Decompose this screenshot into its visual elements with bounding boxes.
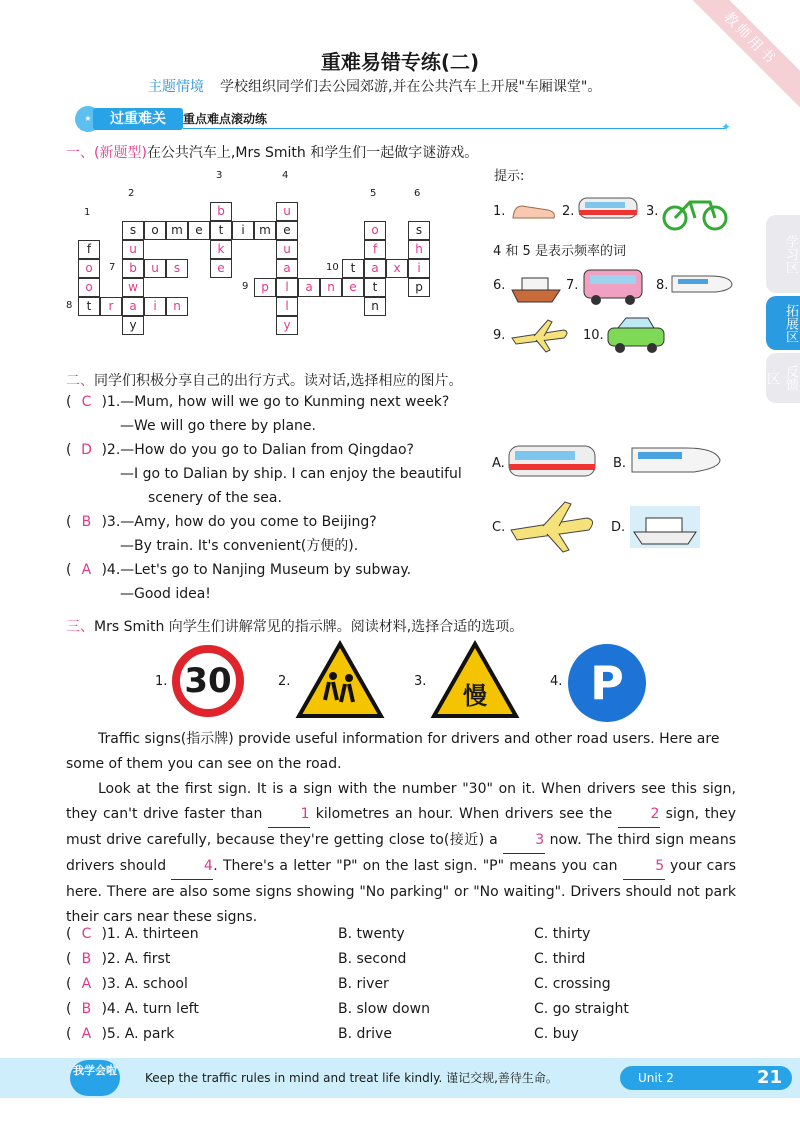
crossword-cell[interactable]: a xyxy=(276,259,298,278)
train-icon xyxy=(577,192,641,226)
bike-icon xyxy=(660,192,730,232)
q3-number: 三、 xyxy=(66,619,94,635)
subway-icon xyxy=(507,440,599,484)
pic-label-d: D. xyxy=(611,520,626,535)
option-b[interactable]: drive xyxy=(356,1026,392,1042)
crossword-clue-number: 10 xyxy=(326,262,339,273)
q2-line-1: —Let's go to Nanjing Museum by subway. xyxy=(120,562,412,578)
blank-2[interactable]: 2 xyxy=(618,802,660,828)
option-b-label: B. xyxy=(338,1001,353,1017)
crossword-cell[interactable]: i xyxy=(232,221,254,240)
crossword-cell[interactable]: o xyxy=(364,221,386,240)
q2-item-number: )2. xyxy=(101,442,121,458)
option-c[interactable]: thirty xyxy=(552,926,591,942)
q2-answer[interactable]: C xyxy=(81,394,92,410)
hint-num-6: 6. xyxy=(493,278,506,293)
crossword-cell[interactable]: m xyxy=(254,221,276,240)
crossword-cell[interactable]: w xyxy=(122,278,144,297)
q2-line-2: —We will go there by plane. xyxy=(120,418,316,434)
hint-num-1: 1. xyxy=(493,204,506,219)
footer-unit xyxy=(620,1066,792,1090)
bus-icon xyxy=(580,266,646,306)
sign-num-2: 2. xyxy=(278,674,291,689)
children-crossing-sign xyxy=(295,640,385,720)
option-c[interactable]: buy xyxy=(552,1026,579,1042)
q3-options xyxy=(66,926,746,1051)
taxi-icon xyxy=(604,312,668,356)
crossword-cell[interactable]: e xyxy=(210,259,232,278)
crossword-cell[interactable]: o xyxy=(78,259,100,278)
q3-option-number: )4. A. xyxy=(101,1001,139,1017)
hint-num-7: 7. xyxy=(566,278,579,293)
hint-num-3: 3. xyxy=(646,204,659,219)
crossword-cell[interactable]: x xyxy=(386,259,408,278)
side-tab-study[interactable]: 学习区 xyxy=(766,215,800,293)
passage-text-d: now. The third sign means drivers should xyxy=(66,832,737,874)
crossword-cell[interactable]: e xyxy=(188,221,210,240)
passage-text-e: . There's a letter "P" on the last sign. "P" means you can xyxy=(213,858,618,874)
airplane-icon xyxy=(507,498,601,556)
option-b[interactable]: twenty xyxy=(356,926,405,942)
q2-text: 同学们积极分享自己的出行方式。读对话,选择相应的图片。 xyxy=(94,373,463,389)
q3-option-row: ( C )1. A. thirteen B. twenty C. thirty xyxy=(66,926,591,942)
option-b[interactable]: river xyxy=(356,976,389,992)
crossword-cell[interactable]: f xyxy=(364,240,386,259)
q2-dialogues xyxy=(66,390,486,606)
q2-number: 二、 xyxy=(66,373,94,389)
q3-answer[interactable]: B xyxy=(81,951,92,967)
crossword-cell[interactable]: n xyxy=(320,278,342,297)
passage-paragraph-1: Traffic signs(指示牌) provide useful information for drivers and other road users. Here are some of them you can see on the road. xyxy=(66,731,720,772)
q3-option-row: ( B )4. A. turn left B. slow down C. go straight xyxy=(66,1001,629,1017)
option-b[interactable]: second xyxy=(356,951,407,967)
foot-icon xyxy=(508,196,558,226)
page-title: 重难易错专练(二) xyxy=(320,50,480,74)
option-b-label: B. xyxy=(338,951,353,967)
crossword-cell[interactable]: s xyxy=(122,221,144,240)
blank-4[interactable]: 4 xyxy=(171,854,213,880)
q2-item: ( C )1.—Mum, how will we go to Kunming next week? —We will go there by plane. xyxy=(66,390,486,438)
crossword-cell[interactable]: e xyxy=(276,221,298,240)
crossword-cell[interactable]: b xyxy=(122,259,144,278)
q1-heading xyxy=(66,142,478,162)
theme-text: 学校组织同学们去公园郊游,并在公共汽车上开展"车厢课堂"。 xyxy=(220,79,602,95)
hint-num-8: 8. xyxy=(656,278,669,293)
option-b-label: B. xyxy=(338,976,353,992)
q2-answer[interactable]: A xyxy=(81,562,92,578)
q2-line-2: —Good idea! xyxy=(120,586,211,602)
hint-num-2: 2. xyxy=(562,204,575,219)
crossword-cell[interactable]: a xyxy=(122,297,144,316)
q3-option-row: ( A )3. A. school B. river C. crossing xyxy=(66,976,611,992)
option-c[interactable]: crossing xyxy=(552,976,611,992)
crossword-cell[interactable]: l xyxy=(276,278,298,297)
passage-text-a: Look at the first sign. It is a sign with the number "30" on it. When drivers see this sign, they can't drive faster than xyxy=(66,781,736,822)
crossword-cell[interactable]: a xyxy=(364,259,386,278)
footer-tag: 我学会啦 xyxy=(70,1060,120,1096)
theme-label: 主题情境 xyxy=(148,79,204,95)
blank-1[interactable]: 1 xyxy=(268,802,310,828)
page-number: 21 xyxy=(756,1067,782,1088)
theme-line xyxy=(148,76,601,96)
plane-icon xyxy=(508,316,572,356)
crossword-cell[interactable]: t xyxy=(78,297,100,316)
crossword-cell[interactable]: o xyxy=(144,221,166,240)
star-icon: ✦ xyxy=(720,120,731,134)
option-a[interactable]: thirteen xyxy=(142,926,199,942)
passage-paragraph-2 xyxy=(66,777,736,930)
crossword-cell[interactable]: p xyxy=(408,278,430,297)
crossword-clue-number: 9 xyxy=(242,281,249,292)
q2-answer[interactable]: B xyxy=(81,514,92,530)
side-tab-feedback[interactable]: 反馈区 xyxy=(766,353,800,403)
hint-num-9: 9. xyxy=(493,328,506,343)
blank-5[interactable]: 5 xyxy=(623,854,665,880)
q1-tag: (新题型) xyxy=(94,145,147,161)
q2-heading xyxy=(66,370,462,390)
option-c-label: C. xyxy=(534,926,549,942)
q2-answer[interactable]: D xyxy=(81,442,92,458)
q3-option-number: )5. A. xyxy=(101,1026,139,1042)
q2-item: ( D )2.—How do you go to Dalian from Qingdao? —I go to Dalian by ship. I can enjoy the beautiful scenery of the sea. xyxy=(66,438,486,510)
q3-option-number: )1. A. xyxy=(101,926,139,942)
q2-line-2: —By train. It's convenient(方便的). xyxy=(120,538,359,554)
crossword-cell[interactable]: h xyxy=(408,240,430,259)
parking-sign: P xyxy=(568,644,646,722)
q3-heading xyxy=(66,616,523,636)
hint-note: 4 和 5 是表示频率的词 xyxy=(493,244,626,259)
speed-limit-sign: 30 xyxy=(172,645,244,717)
crossword-clue-number: 1 xyxy=(84,207,91,218)
section-badge: 过重难关 xyxy=(93,108,183,130)
crossword-cell[interactable]: i xyxy=(144,297,166,316)
option-b-label: B. xyxy=(338,926,353,942)
q3-answer[interactable]: A xyxy=(81,976,92,992)
section-bar xyxy=(75,108,731,134)
passage-text-b: kilometres an hour. When drivers see the xyxy=(315,806,613,822)
crossword-cell[interactable]: u xyxy=(276,202,298,221)
crossword-cell[interactable]: l xyxy=(276,297,298,316)
q2-item-number: )3. xyxy=(101,514,121,530)
blank-3[interactable]: 3 xyxy=(503,828,545,854)
section-subtitle: 重点难点滚动练 xyxy=(183,112,268,126)
option-a[interactable]: first xyxy=(142,951,171,967)
crossword-cell[interactable]: u xyxy=(144,259,166,278)
option-c-label: C. xyxy=(534,976,549,992)
option-c-label: C. xyxy=(534,1026,549,1042)
ship-icon xyxy=(630,506,700,548)
q2-item-number: )4. xyxy=(101,562,121,578)
q3-option-number: )3. A. xyxy=(101,976,139,992)
option-b[interactable]: slow down xyxy=(356,1001,430,1017)
crossword-cell[interactable]: p xyxy=(254,278,276,297)
slow-sign-text: 慢 xyxy=(463,682,487,710)
crossword-clue-number: 8 xyxy=(66,300,73,311)
crossword-cell[interactable]: n xyxy=(364,297,386,316)
crossword-clue-number: 6 xyxy=(414,188,421,199)
option-b-label: B. xyxy=(338,1026,353,1042)
crossword-clue-number: 7 xyxy=(109,262,116,273)
crossword-cell[interactable]: t xyxy=(364,278,386,297)
crossword-cell[interactable]: e xyxy=(342,278,364,297)
pic-label-a: A. xyxy=(492,456,505,471)
crossword-cell[interactable]: t xyxy=(342,259,364,278)
q3-answer[interactable]: B xyxy=(81,1001,92,1017)
crossword-cell[interactable]: s xyxy=(166,259,188,278)
hint-label: 提示: xyxy=(494,169,525,184)
boat-icon xyxy=(508,266,564,306)
option-a[interactable]: school xyxy=(142,976,188,992)
hint-num-10: 10. xyxy=(583,328,604,343)
crossword-cell[interactable]: o xyxy=(78,278,100,297)
q3-option-row: ( A )5. A. park B. drive C. buy xyxy=(66,1026,579,1042)
q2-item: ( B )3.—Amy, how do you come to Beijing? —By train. It's convenient(方便的). xyxy=(66,510,486,558)
crossword-cell[interactable]: m xyxy=(166,221,188,240)
crossword-cell[interactable]: s xyxy=(408,221,430,240)
q3-answer[interactable]: C xyxy=(81,926,92,942)
q1-number: 一、 xyxy=(66,145,94,161)
option-c[interactable]: go straight xyxy=(552,1001,629,1017)
crossword-cell[interactable]: n xyxy=(166,297,188,316)
q3-option-row: ( B )2. A. first B. second C. third xyxy=(66,951,586,967)
q2-line-1: —Amy, how do you come to Beijing? xyxy=(120,514,377,530)
passage-text-f: your cars here. There are also some signs showing "No parking" or "No waiting". Drivers should not park their cars near these signs. xyxy=(66,858,737,925)
crossword-cell[interactable]: u xyxy=(122,240,144,259)
crossword-cell[interactable]: b xyxy=(210,202,232,221)
corner-tag-label: 教师用书 xyxy=(680,0,800,112)
section-logo-icon: ★ xyxy=(75,106,101,132)
footer-text: Keep the traffic rules in mind and treat life kindly. 谨记交规,善待生命。 xyxy=(145,1071,558,1085)
passage-text-c: sign, they must drive carefully, because they're getting close to(接近) a xyxy=(66,806,736,848)
unit-label: Unit 2 xyxy=(638,1071,674,1085)
q2-item-number: )1. xyxy=(101,394,121,410)
q3-option-number: )2. A. xyxy=(101,951,139,967)
footer-bar xyxy=(0,1058,800,1098)
pic-label-c: C. xyxy=(492,520,506,535)
crossword-clue-number: 2 xyxy=(128,188,135,199)
q3-text: Mrs Smith 向学生们讲解常见的指示牌。阅读材料,选择合适的选项。 xyxy=(94,619,524,635)
q2-line-2: —I go to Dalian by ship. I can enjoy the beautiful xyxy=(120,466,462,482)
crossword-cell[interactable]: i xyxy=(408,259,430,278)
side-tab-extend[interactable]: 拓展区 xyxy=(766,296,800,350)
crossword-cell[interactable]: t xyxy=(210,221,232,240)
q2-line-1: —How do you go to Dalian from Qingdao? xyxy=(120,442,414,458)
option-c-label: C. xyxy=(534,1001,549,1017)
option-a[interactable]: turn left xyxy=(142,1001,199,1017)
crossword-clue-number: 4 xyxy=(282,170,289,181)
fast-train-icon xyxy=(670,266,736,302)
sign-num-4: 4. xyxy=(550,674,563,689)
crossword-cell[interactable]: a xyxy=(298,278,320,297)
section-divider xyxy=(183,128,725,129)
crossword-clue-number: 5 xyxy=(370,188,377,199)
pic-label-b: B. xyxy=(613,456,627,471)
q2-line-1: —Mum, how will we go to Kunming next week? xyxy=(120,394,450,410)
crossword-cell[interactable]: k xyxy=(210,240,232,259)
crossword-cell[interactable]: y xyxy=(122,316,144,335)
q2-item: ( A )4.—Let's go to Nanjing Museum by subway. —Good idea! xyxy=(66,558,486,606)
crossword-cell[interactable]: u xyxy=(276,240,298,259)
q3-answer[interactable]: A xyxy=(81,1026,92,1042)
option-a[interactable]: park xyxy=(142,1026,175,1042)
option-c-label: C. xyxy=(534,951,549,967)
crossword-cell[interactable]: f xyxy=(78,240,100,259)
sign-num-1: 1. xyxy=(155,674,168,689)
q1-text: 在公共汽车上,Mrs Smith 和学生们一起做字谜游戏。 xyxy=(146,145,479,161)
q2-line-3: scenery of the sea. xyxy=(148,490,282,506)
option-c[interactable]: third xyxy=(552,951,586,967)
crossword-cell[interactable]: r xyxy=(100,297,122,316)
sign-num-3: 3. xyxy=(414,674,427,689)
bullet-train-icon xyxy=(630,438,724,484)
crossword-cell[interactable]: y xyxy=(276,316,298,335)
crossword-clue-number: 3 xyxy=(216,170,223,181)
